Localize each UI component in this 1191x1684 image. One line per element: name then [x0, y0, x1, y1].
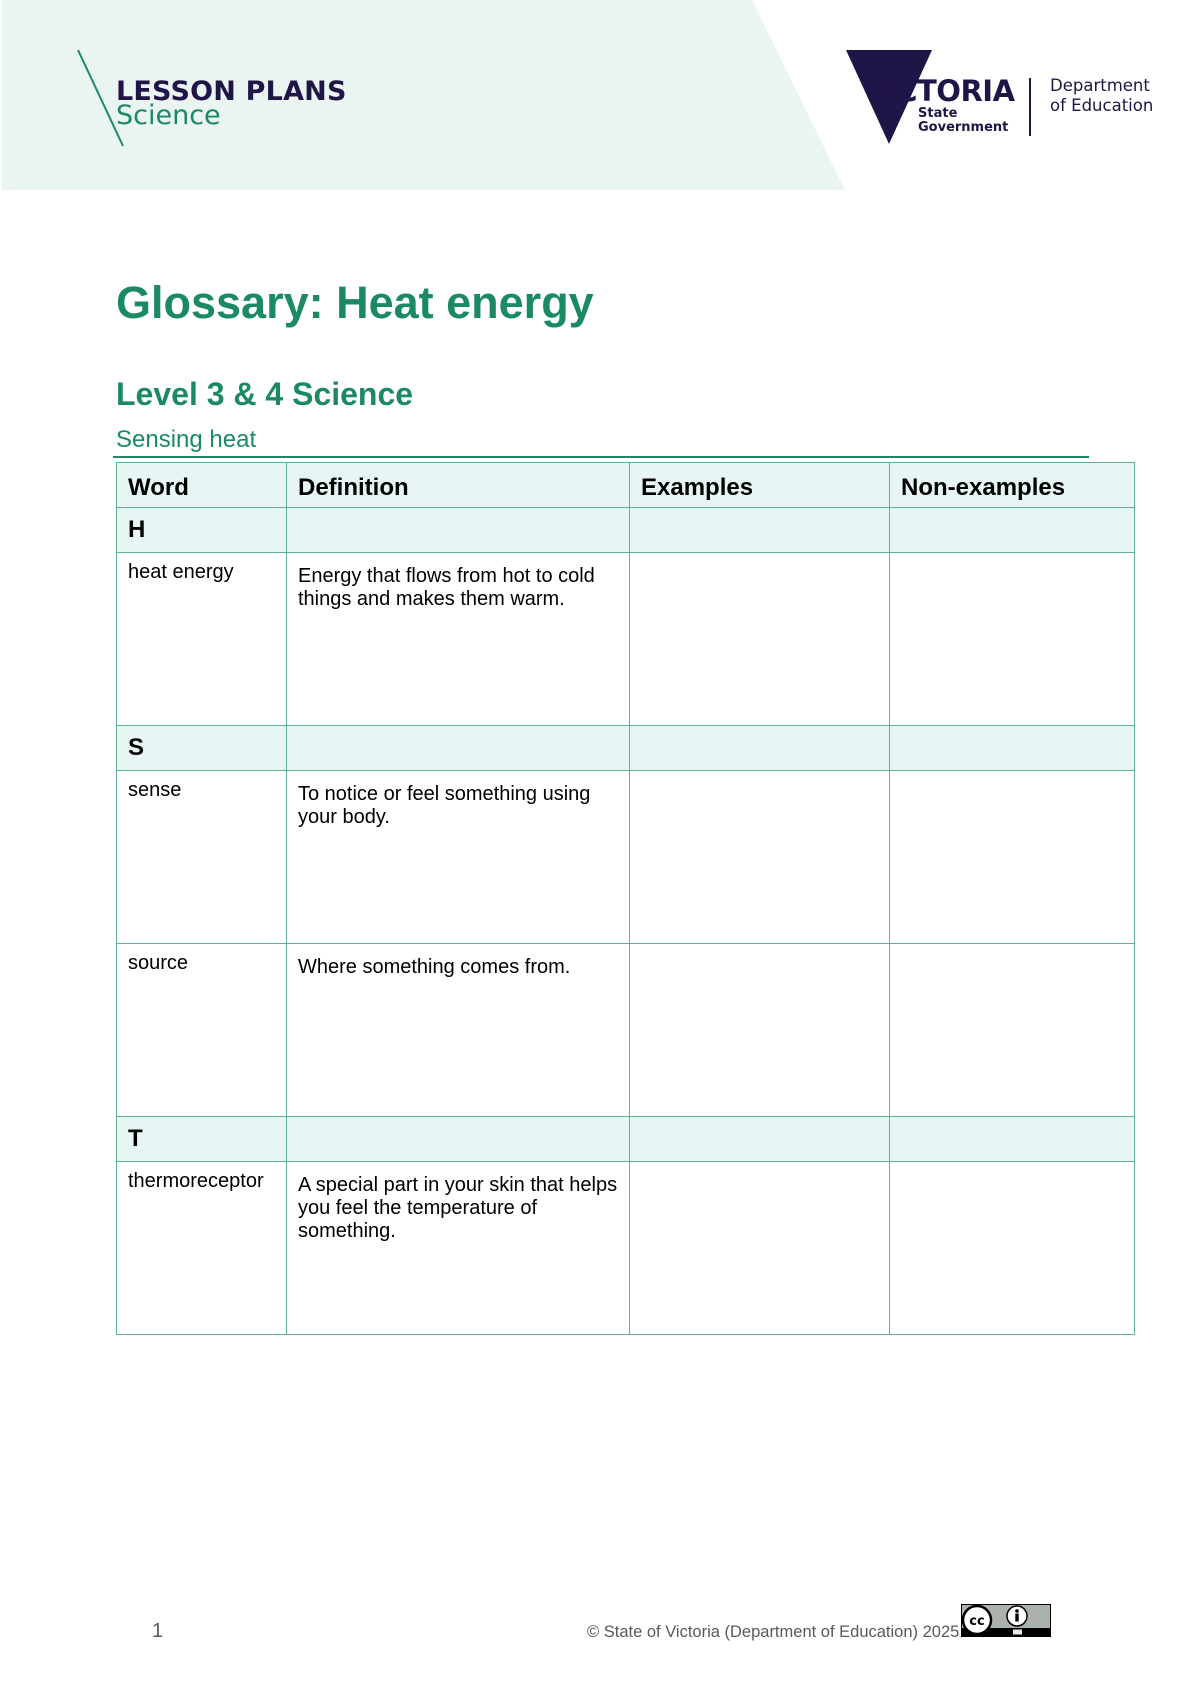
letter-heading: H [117, 508, 287, 553]
word-cell: heat energy [117, 553, 287, 726]
logo-subtitle: Science [116, 100, 221, 131]
victoria-wordmark: VICTORIA [864, 74, 1015, 108]
letter-row [117, 726, 1135, 771]
header-definition: Definition [287, 463, 630, 508]
definition-cell: A special part in your skin that helps you feel the temperature of something. [287, 1162, 630, 1335]
definition-cell: Where something comes from. [287, 944, 630, 1117]
non-examples-cell[interactable] [890, 771, 1135, 944]
table-header-row [117, 463, 1135, 508]
victoria-government-logo [846, 50, 1016, 145]
header-word: Word [117, 463, 287, 508]
table-row [117, 553, 1135, 726]
definition-cell: Energy that flows from hot to cold things and makes them warm. [287, 553, 630, 726]
word-cell: thermoreceptor [117, 1162, 287, 1335]
section-divider [113, 456, 1089, 458]
header-examples: Examples [630, 463, 890, 508]
letter-row [117, 1117, 1135, 1162]
svg-text:cc: cc [969, 1614, 985, 1629]
examples-cell[interactable] [630, 944, 890, 1117]
examples-cell[interactable] [630, 1162, 890, 1335]
examples-cell[interactable] [630, 771, 890, 944]
examples-cell[interactable] [630, 553, 890, 726]
copyright-notice: © State of Victoria (Department of Education) 2025 [587, 1623, 960, 1641]
state-government-text: State Government [918, 106, 1009, 135]
logo-divider [1029, 78, 1031, 136]
non-examples-cell[interactable] [890, 1162, 1135, 1335]
department-of-education: Department of Education [1050, 76, 1154, 115]
definition-cell: To notice or feel something using your body. [287, 771, 630, 944]
logo-title: LESSON PLANS [116, 76, 347, 107]
table-row [117, 771, 1135, 944]
glossary-table [116, 462, 1135, 1335]
non-examples-cell[interactable] [890, 944, 1135, 1117]
non-examples-cell[interactable] [890, 553, 1135, 726]
header-non-examples: Non-examples [890, 463, 1135, 508]
lesson-plans-logo [76, 48, 376, 148]
table-row [117, 944, 1135, 1117]
cc-by-icon [961, 1604, 1051, 1637]
page-subtitle: Level 3 & 4 Science [116, 376, 414, 412]
word-cell: sense [117, 771, 287, 944]
page-title: Glossary: Heat energy [116, 277, 594, 328]
table-row [117, 1162, 1135, 1335]
section-heading: Sensing heat [116, 426, 257, 453]
letter-heading: T [117, 1117, 287, 1162]
page-number: 1 [152, 1620, 164, 1642]
letter-row [117, 508, 1135, 553]
letter-heading: S [117, 726, 287, 771]
word-cell: source [117, 944, 287, 1117]
